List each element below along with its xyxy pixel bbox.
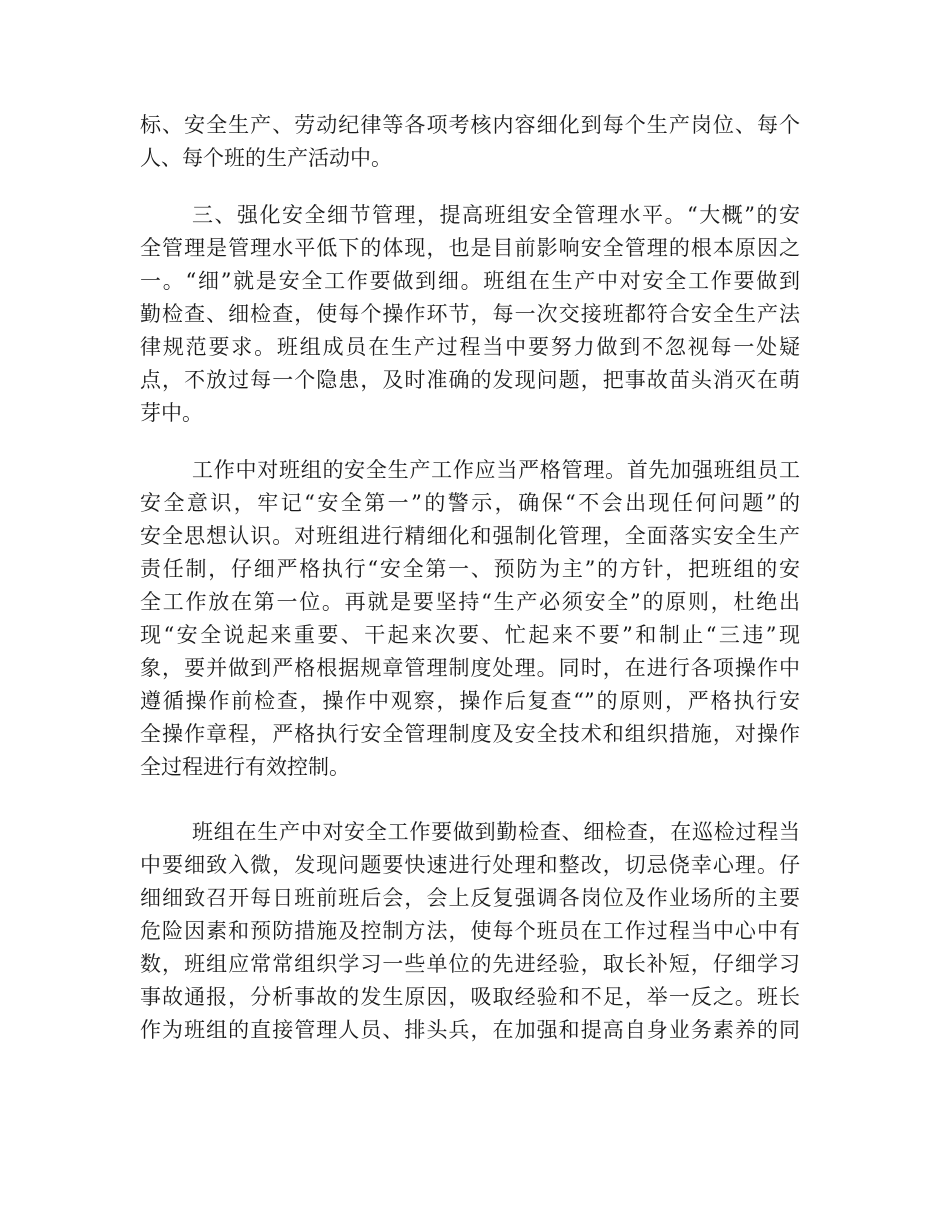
text-line: 工作中对班组的安全生产工作应当严格管理。首先加强班组员工 <box>192 458 800 482</box>
text-line: 作为班组的直接管理人员、排头兵，在加强和提高自身业务素养的同 <box>140 1018 800 1042</box>
text-line: 象，要并做到严格根据规章管理制度处理。同时，在进行各项操作中 <box>140 656 800 680</box>
text-line: 数，班组应常常组织学习一些单位的先进经验，取长补短，仔细学习 <box>140 952 800 976</box>
text-line: 中要细致入微，发现问题要快速进行处理和整改，切忌侥幸心理。仔 <box>140 853 800 877</box>
paragraph-4 <box>140 816 800 1047</box>
paragraph-3 <box>140 454 800 784</box>
text-line: 安全意识，牢记“安全第一”的警示，确保“不会出现任何问题”的 <box>140 491 800 515</box>
text-line: 全管理是管理水平低下的体现，也是目前影响安全管理的根本原因之 <box>140 236 800 260</box>
paragraph-2 <box>140 199 800 430</box>
text-line: 现“安全说起来重要、干起来次要、忙起来不要”和制止“三违”现 <box>140 623 800 647</box>
text-line: 一。“细”就是安全工作要做到细。班组在生产中对安全工作要做到 <box>140 269 800 293</box>
text-line: 芽中。 <box>140 401 203 425</box>
text-line: 责任制，仔细严格执行“安全第一、预防为主”的方针，把班组的安 <box>140 557 800 581</box>
text-line: 全过程进行有效控制。 <box>140 755 350 779</box>
text-line: 点，不放过每一个隐患，及时准确的发现问题，把事故苗头消灭在萌 <box>140 368 800 392</box>
text-line: 危险因素和预防措施及控制方法，使每个班员在工作过程当中心中有 <box>140 919 800 943</box>
text-line: 标、安全生产、劳动纪律等各项考核内容细化到每个生产岗位、每个 <box>140 113 800 137</box>
text-line: 细细致召开每日班前班后会，会上反复强调各岗位及作业场所的主要 <box>140 886 800 910</box>
text-line: 安全思想认识。对班组进行精细化和强制化管理，全面落实安全生产 <box>140 524 800 548</box>
text-line: 勤检查、细检查，使每个操作环节，每一次交接班都符合安全生产法 <box>140 302 800 326</box>
text-line: 人、每个班的生产活动中。 <box>140 146 392 170</box>
text-line: 全操作章程，严格执行安全管理制度及安全技术和组织措施，对操作 <box>140 722 800 746</box>
text-line: 事故通报，分析事故的发生原因，吸取经验和不足，举一反之。班长 <box>140 985 800 1009</box>
text-line: 班组在生产中对安全工作要做到勤检查、细检查，在巡检过程当 <box>192 820 800 844</box>
text-line: 遵循操作前检查，操作中观察，操作后复查“”的原则，严格执行安 <box>140 689 800 713</box>
text-line: 三、强化安全细节管理，提高班组安全管理水平。“大概”的安 <box>192 203 800 227</box>
text-line: 律规范要求。班组成员在生产过程当中要努力做到不忽视每一处疑 <box>140 335 800 359</box>
text-line: 全工作放在第一位。再就是要坚持“生产必须安全”的原则，杜绝出 <box>140 590 800 614</box>
paragraph-1 <box>140 109 800 175</box>
